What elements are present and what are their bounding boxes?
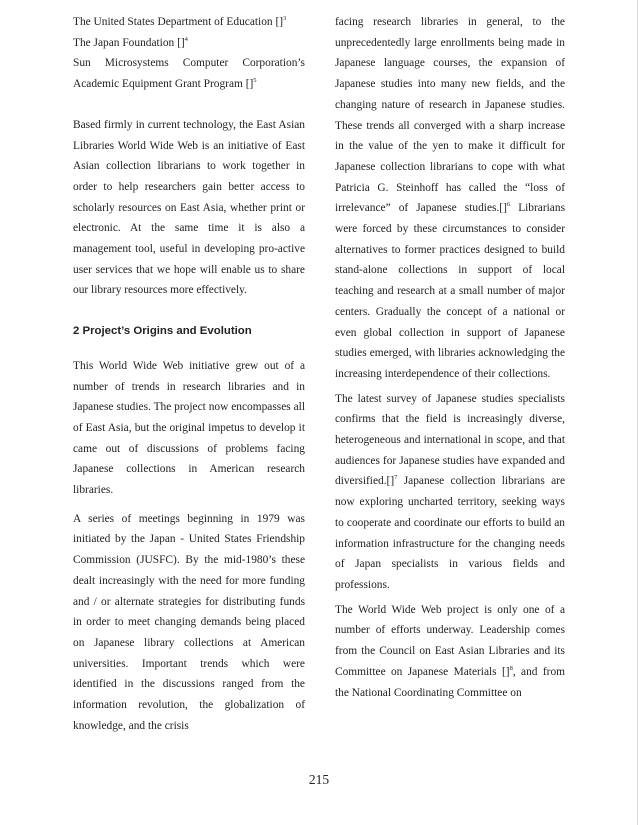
footnote-ref: 4: [184, 35, 188, 43]
funder-line: The Japan Foundation []$^4$: [73, 35, 188, 49]
right-column: [335, 12, 565, 703]
body-paragraph: facing research libraries in general, to the unprecedentedly large enrollments being made in Japanese language courses, the expansion of Japanese studies into many new fields, and the changing nature of research in Japanese studies. These trends all converged with a sharp increase in the value of the yen to make it difficult for Japanese collection librarians to cope with what Patricia G. Steinhoff has called the “loss of irrelevance” of Japanese studies.[]$^6$ Librarians were forced by these circumstances to consider alternatives to former practices designed to build stand-alone collections in support of local teaching and research at a small number of major centers. Gradually the concept of a national or even global collection in support of Japanese studies emerged, with libraries acknowledging the increasing interdependence of their collections.: [335, 16, 565, 380]
footnote-ref: 7: [394, 474, 398, 482]
section-heading: 2 Project’s Origins and Evolution: [73, 325, 252, 338]
footnote-ref: 6: [506, 201, 511, 209]
footnote-ref: 5: [253, 77, 257, 85]
left-column: [73, 12, 305, 737]
footnote-ref: 8: [509, 665, 513, 672]
funder-line: Sun Microsystems Computer Corporation’s Academic Equipment Grant Program []$^5$: [73, 57, 305, 91]
footnote-ref: 3: [283, 15, 287, 23]
body-paragraph: This World Wide Web initiative grew out of a number of trends in research libraries and in Japanese studies. The project now encompasses all of East Asia, but the original impetus to develop it came out of discussions of problems facing Japanese collections in American research libraries.: [73, 359, 305, 497]
funder-line: The United States Department of Education []$^3$: [73, 15, 287, 28]
intro-paragraph: Based firmly in current technology, the East Asian Libraries World Wide Web is an initiative of East Asian collection librarians to work together in order to help researchers gain better access to scholarly resources on East Asia, whether print or electronic. At the same time it is also a management tool, useful in developing pro-active user services that we hope will enable us to share our library resources more effectively.: [73, 118, 305, 297]
body-paragraph: A series of meetings beginning in 1979 was initiated by the Japan - United States Friendship Commission (JUSFC). By the mid-1980’s these dealt increasingly with the need for more funding and / or alternate strategies for distributing funds in order to meet changing demands being placed on Japanese library collections at American universities. Important trends which were identified in the discussions ranged from the information revolution, the globalization of knowledge, and the crisis: [73, 512, 305, 732]
body-paragraph: The World Wide Web project is only one of a number of efforts underway. Leadership comes from the Council on East Asian Libraries and its Committee on Japanese Materials []$^8$, and from the National Coordinating Committee on: [335, 603, 566, 699]
body-paragraph: The latest survey of Japanese studies specialists confirms that the field is increasingly diverse, heterogeneous and international in scope, and that audiences for Japanese studies have expanded and diversified.[]$^7$ Japanese collection librarians are now exploring uncharted territory, seeking ways to cooperate and coordinate our efforts to build an information infrastructure for the changing needs of Japan specialists in various fields and professions.: [335, 392, 565, 591]
page-number: 215: [308, 772, 330, 787]
